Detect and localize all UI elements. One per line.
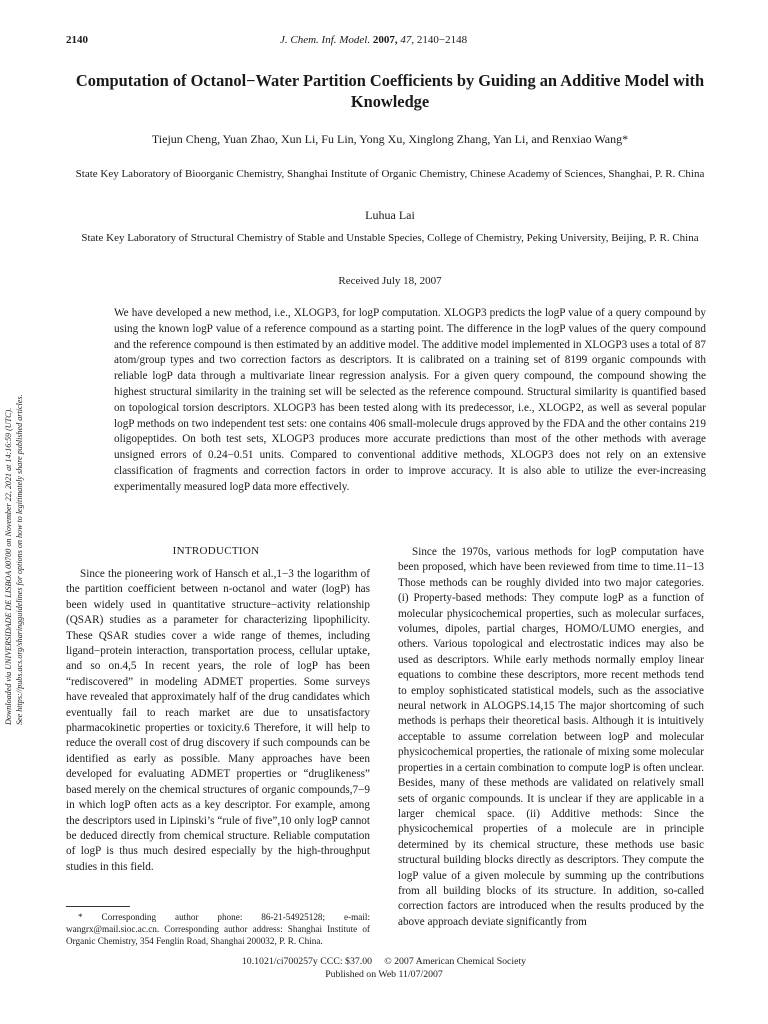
article-title: Computation of Octanol−Water Partition Coefficients by Guiding an Additive Model with Knowledge — [75, 71, 705, 111]
journal-volume: 47, — [400, 34, 415, 46]
download-notice: Downloaded via UNIVERSIDADE DE LISBOA 00700 on November 22, 2021 at 14:16:59 (UTC). — [4, 407, 13, 725]
body-column-right — [398, 545, 704, 930]
affiliation-1: State Key Laboratory of Bioorganic Chemistry, Shanghai Institute of Organic Chemistry, Chinese Academy of Sciences, Shanghai, P. R. China — [75, 168, 705, 180]
author-2: Luhua Lai — [365, 208, 415, 222]
journal-reference — [280, 34, 467, 46]
author-list: Tiejun Cheng, Yuan Zhao, Xun Li, Fu Lin, Yong Xu, Xinglong Zhang, Yan Li, and Renxiao Wang* — [151, 132, 629, 146]
page-footer — [0, 955, 768, 981]
page-number: 2140 — [66, 34, 88, 46]
abstract: We have developed a new method, i.e., XLOGP3, for logP computation. XLOGP3 predicts the logP value of a query compound by using the known logP value of a reference compound as a starting point. The difference in the logP values of the query compound and the reference compound is then estimated by an additive model. The additive model implemented in XLOGP3 uses a total of 87 atom/group types and two correction factors as descriptors. It is calibrated on a training set of 8199 organic compounds with reliable logP data through a multivariate linear regression analysis. For a given query compound, the compound showing the highest structural similarity in the training set will be selected as the reference compound. Structural similarity is quantified based on topological torsion descriptors. XLOGP3 has been tested along with its predecessor, i.e., XLOGP2, as well as several popular logP methods on two independent test sets: one contains 406 small-molecule drugs approved by the FDA and the other contains 219 oligopeptides. On both test sets, XLOGP3 produces more accurate predictions than most of the other methods with average unsigned errors of 0.24−0.51 units. Compared to conventional additive methods, XLOGP3 does not rely on an extensive classification of fragments and correction factors in order to improve accuracy. It is also able to utilize the ever-increasing experimentally measured logP data more effectively. — [114, 307, 706, 493]
section-heading-introduction: INTRODUCTION — [172, 545, 260, 557]
intro-paragraph-1: Since the pioneering work of Hansch et al.,1−3 the logarithm of the partition coefficient between n-octanol and water (logP) has been widely used in quantitative structure−activity relationship (QSAR) studies as a parameter for characterizing lipophilicity. These QSAR studies cover a wide range of themes, including ligand−protein interaction, transportation process, cellular uptake, and so on.4,5 In recent years, the role of logP has been “rediscovered” in modeling ADMET properties. Some surveys have revealed that approximately half of the drug candidates which eventually fail to reach market are due to unsatisfactory pharmacokinetic properties or toxicity.6 Therefore, it will help to reduce the overall cost of drug discovery if such compounds can be identified as early as possible. Many approaches have been developed for evaluating ADMET properties or “druglikeness” based merely on the chemical structures of organic compounds,7−9 in which logP often acts as a key descriptor. For example, among the descriptors used in Lipinski’s “rule of five”,10 only logP cannot be deduced directly from chemical structure. Reliable computation of logP is thus much desired especially by the high-throughput studies in this field. — [66, 568, 370, 873]
doi-copyright-line: 10.1021/ci700257y CCC: $37.00 © 2007 American Chemical Society — [241, 956, 527, 967]
journal-name: J. Chem. Inf. Model. — [280, 34, 371, 46]
intro-paragraph-2: Since the 1970s, various methods for logP computation have been proposed, which have been reviewed from time to time.11−13 Those methods can be roughly divided into two major categories. (i) Property-based methods: They compute logP as a function of molecular physicochemical properties, such as molecular surfaces, volumes, dipoles, partial charges, HOMO/LUMO energies, and others. Various topological and electrostatic indices may also be used as descriptors. While early methods normally employ linear equations to combine these descriptors, more recent methods tend to employ sophisticated statistical models, such as the associative neural network in ALOGPS.14,15 The major shortcoming of such methods is perhaps their theoretical basis. Although it is intuitively acceptable to assume correlation between logP and molecular physicochemical properties, the rationale of mixing some molecular properties in a certain combination to compute logP is often unclear. Besides, many of these methods are validated on relatively small sets of organic compounds. It is unclear if they are applicable in a larger chemical space. (ii) Additive methods: Since the physicochemical properties of a molecule are in principle determined by its chemical structure, these methods use basic structural building blocks directly as descriptors. They compute the logP value of a given molecule by summing up the contributions from all building blocks of its structure. In addition, so-called correction factors are introduced when the results produced by the above approach deviate significantly from — [398, 546, 704, 928]
received-date: Received July 18, 2007 — [338, 275, 442, 287]
download-watermark — [3, 303, 33, 725]
body-column-left — [66, 567, 370, 875]
journal-pages: 2140−2148 — [416, 34, 468, 46]
publication-date-line: Published on Web 11/07/2007 — [325, 969, 443, 980]
footnote-divider — [66, 906, 130, 907]
corresponding-author-footnote: * Corresponding author phone: 86-21-54925128; e-mail: wangrx@mail.sioc.ac.cn. Corresponding author address: Shanghai Institute of Organic Chemistry, 354 Fenglin Road, Shanghai 200032, P. R. China. — [66, 912, 370, 946]
sharing-guidelines-link[interactable]: See https://pubs.acs.org/sharingguidelines for options on how to legitimately share published articles. — [15, 394, 24, 725]
affiliation-2: State Key Laboratory of Structural Chemistry of Stable and Unstable Species, College of Chemistry, Peking University, Beijing, P. R. China — [81, 232, 699, 244]
journal-year: 2007, — [372, 34, 398, 46]
